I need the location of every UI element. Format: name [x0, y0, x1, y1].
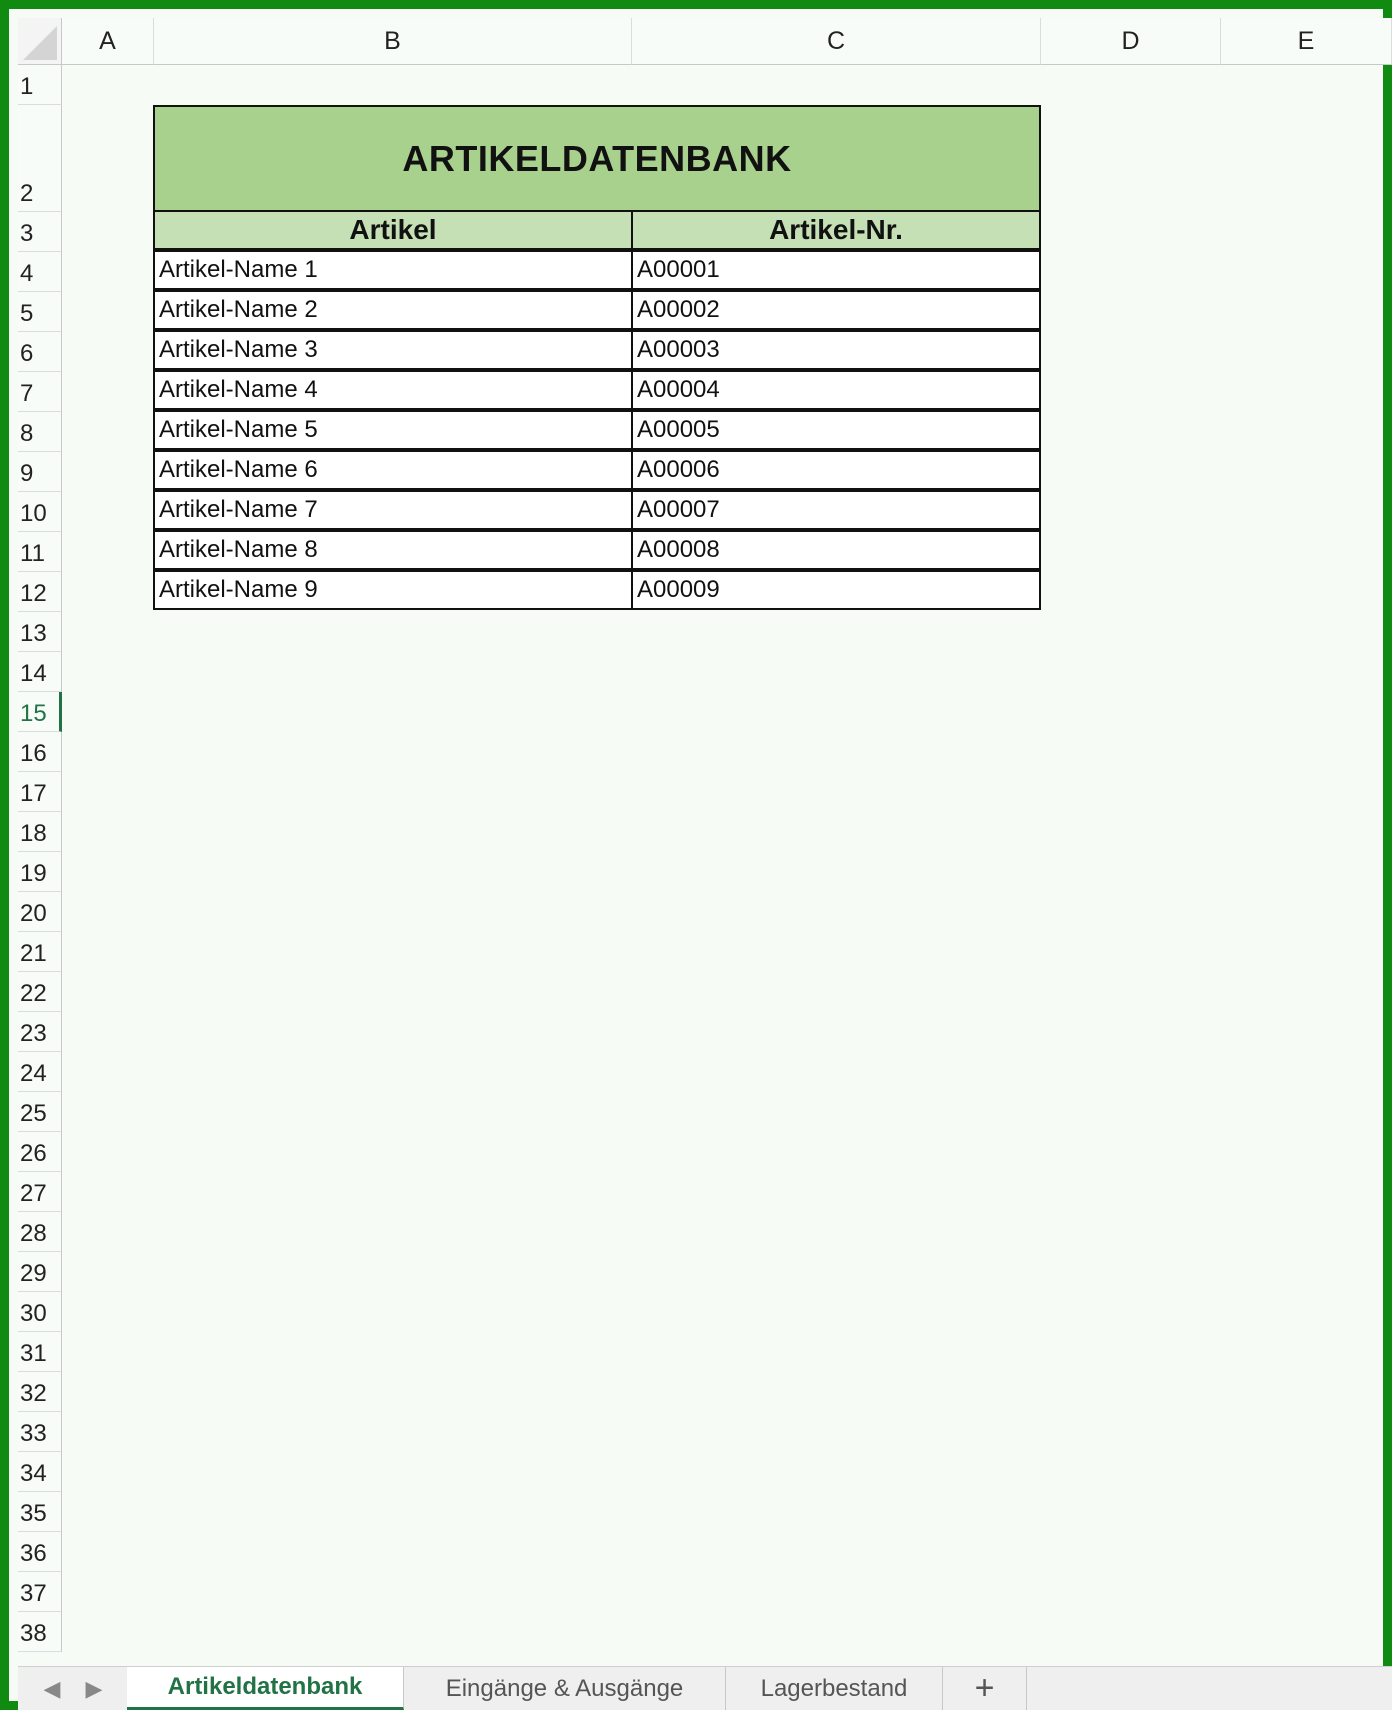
header-cell-artikel[interactable]: Artikel — [153, 210, 633, 250]
add-sheet-button[interactable]: + — [943, 1667, 1027, 1710]
row-header-31[interactable]: 31 — [18, 1332, 62, 1372]
row-header-16[interactable]: 16 — [18, 732, 62, 772]
column-header-c[interactable]: C — [632, 18, 1041, 65]
row-header-21[interactable]: 21 — [18, 932, 62, 972]
row-header-15[interactable]: 15 — [18, 692, 62, 732]
cell-artikel-name[interactable]: Artikel-Name 5 — [153, 410, 633, 450]
row-header-20[interactable]: 20 — [18, 892, 62, 932]
row-header-36[interactable]: 36 — [18, 1532, 62, 1572]
row-header-29[interactable]: 29 — [18, 1252, 62, 1292]
row-header-10[interactable]: 10 — [18, 492, 62, 532]
cell-artikel-name[interactable]: Artikel-Name 3 — [153, 330, 633, 370]
row-header-6[interactable]: 6 — [18, 332, 62, 372]
row-header-28[interactable]: 28 — [18, 1212, 62, 1252]
cell-artikel-name[interactable]: Artikel-Name 6 — [153, 450, 633, 490]
header-cell-artikel-nr[interactable]: Artikel-Nr. — [631, 210, 1041, 250]
sheet-tab-lagerbestand[interactable]: Lagerbestand — [726, 1667, 943, 1710]
tab-scroll-right-icon[interactable]: ▶ — [85, 1675, 103, 1701]
cell-artikel-name[interactable]: Artikel-Name 1 — [153, 250, 633, 290]
row-header-38[interactable]: 38 — [18, 1612, 62, 1652]
row-header-33[interactable]: 33 — [18, 1412, 62, 1452]
row-header-32[interactable]: 32 — [18, 1372, 62, 1412]
row-header-9[interactable]: 9 — [18, 452, 62, 492]
cell-artikel-nr[interactable]: A00008 — [631, 530, 1041, 570]
cell-artikel-nr[interactable]: A00009 — [631, 570, 1041, 610]
select-all-triangle-icon — [23, 26, 57, 60]
select-all-corner[interactable] — [18, 18, 62, 65]
column-header-b[interactable]: B — [154, 18, 632, 65]
row-header-4[interactable]: 4 — [18, 252, 62, 292]
column-header-a[interactable]: A — [62, 18, 154, 65]
row-header-35[interactable]: 35 — [18, 1492, 62, 1532]
row-header-24[interactable]: 24 — [18, 1052, 62, 1092]
row-header-17[interactable]: 17 — [18, 772, 62, 812]
cell-artikel-nr[interactable]: A00006 — [631, 450, 1041, 490]
cell-artikel-nr[interactable]: A00005 — [631, 410, 1041, 450]
row-header-27[interactable]: 27 — [18, 1172, 62, 1212]
row-header-14[interactable]: 14 — [18, 652, 62, 692]
row-header-5[interactable]: 5 — [18, 292, 62, 332]
row-header-37[interactable]: 37 — [18, 1572, 62, 1612]
row-header-1[interactable]: 1 — [18, 65, 62, 105]
tab-scroll-left-icon[interactable]: ◀ — [43, 1675, 61, 1701]
sheet-tab-bar — [18, 1666, 1392, 1710]
cell-artikel-nr[interactable]: A00002 — [631, 290, 1041, 330]
row-header-19[interactable]: 19 — [18, 852, 62, 892]
sheet-tab-artikeldatenbank[interactable]: Artikeldatenbank — [127, 1667, 404, 1710]
cell-artikel-nr[interactable]: A00007 — [631, 490, 1041, 530]
row-header-3[interactable]: 3 — [18, 212, 62, 252]
row-header-12[interactable]: 12 — [18, 572, 62, 612]
row-header-18[interactable]: 18 — [18, 812, 62, 852]
cell-artikel-name[interactable]: Artikel-Name 9 — [153, 570, 633, 610]
column-header-e[interactable]: E — [1221, 18, 1392, 65]
cell-artikel-nr[interactable]: A00003 — [631, 330, 1041, 370]
row-header-7[interactable]: 7 — [18, 372, 62, 412]
table-title-cell[interactable]: ARTIKELDATENBANK — [153, 105, 1041, 212]
cell-artikel-nr[interactable]: A00004 — [631, 370, 1041, 410]
column-header-d[interactable]: D — [1041, 18, 1221, 65]
cell-artikel-name[interactable]: Artikel-Name 8 — [153, 530, 633, 570]
row-header-34[interactable]: 34 — [18, 1452, 62, 1492]
row-header-11[interactable]: 11 — [18, 532, 62, 572]
row-header-22[interactable]: 22 — [18, 972, 62, 1012]
row-header-8[interactable]: 8 — [18, 412, 62, 452]
row-header-25[interactable]: 25 — [18, 1092, 62, 1132]
row-header-2[interactable]: 2 — [18, 105, 62, 212]
cell-artikel-name[interactable]: Artikel-Name 4 — [153, 370, 633, 410]
row-header-26[interactable]: 26 — [18, 1132, 62, 1172]
cell-artikel-name[interactable]: Artikel-Name 2 — [153, 290, 633, 330]
sheet-tab-eingaenge-ausgaenge[interactable]: Eingänge & Ausgänge — [404, 1667, 726, 1710]
row-header-30[interactable]: 30 — [18, 1292, 62, 1332]
cell-artikel-nr[interactable]: A00001 — [631, 250, 1041, 290]
row-header-23[interactable]: 23 — [18, 1012, 62, 1052]
row-header-13[interactable]: 13 — [18, 612, 62, 652]
cell-artikel-name[interactable]: Artikel-Name 7 — [153, 490, 633, 530]
